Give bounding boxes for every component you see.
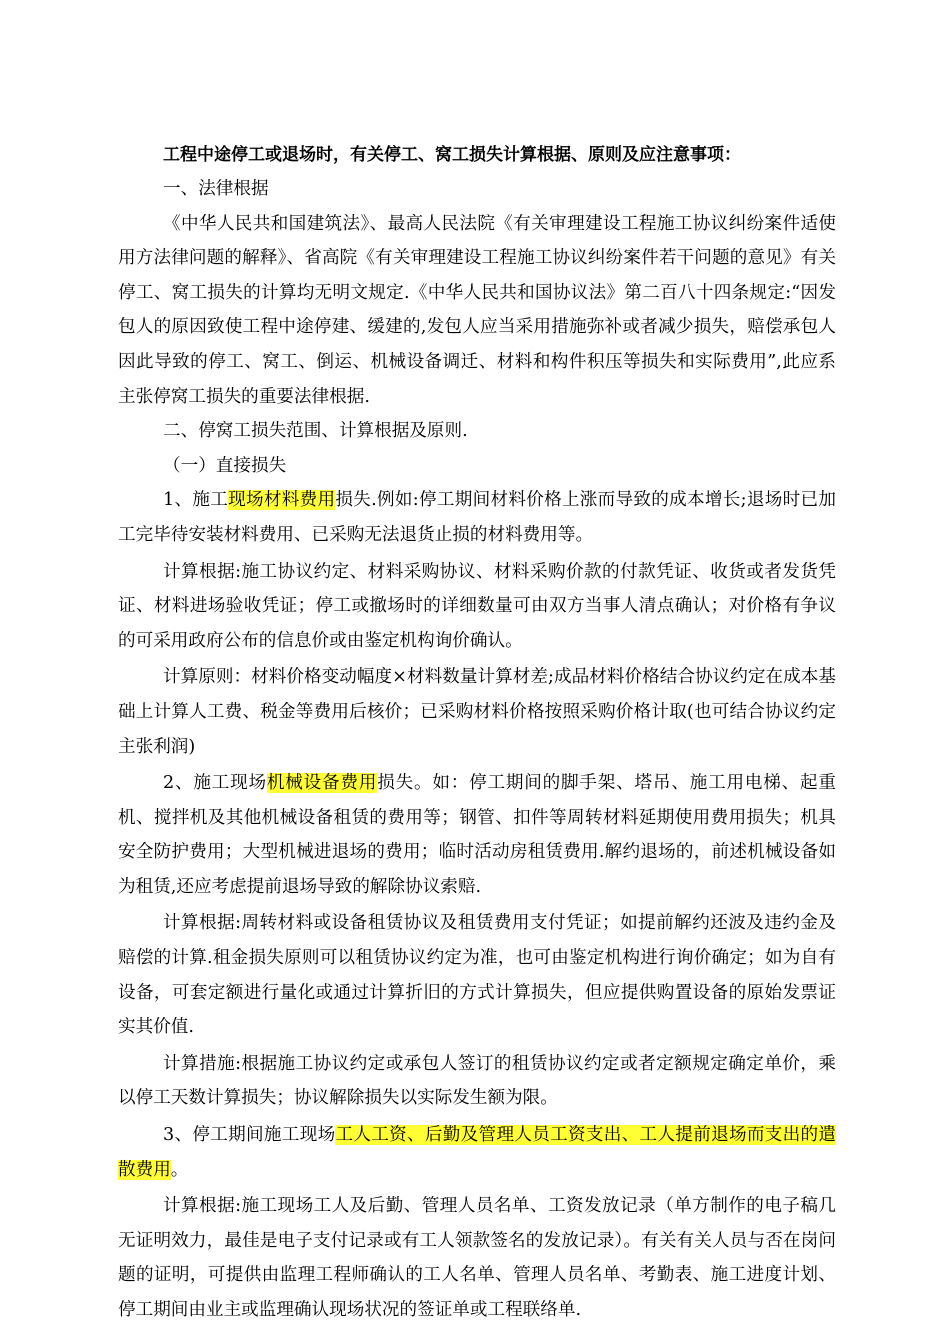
machinery-calc-basis: 计算根据:周转材料或设备租赁协议及租赁费用支付凭证；如提前解约还波及违约金及赔偿的计算.租金损失原则可以租赁协议约定为准，也可由鉴定机构进行询价确定；如为自有设备，可套定额进行量化或通过计算折旧的方式计算损失，但应提供购置设备的原始发票证实其价值. [118, 913, 836, 1038]
machinery-calc-measure: 计算措施:根据施工协议约定或承包人签订的租赁协议约定或者定额规定确定单价，乘以停工天数计算损失；协议解除损失以实际发生额为限。 [118, 1053, 836, 1109]
item-material-cost [118, 483, 836, 552]
material-calc-basis: 计算根据:施工协议约定、材料采购协议、材料采购价款的付款凭证、收货或者发货凭证、材料进场验收凭证；停工或撤场时的详细数量可由双方当事人清点确认；对价格有争议的可采用政府公布的信息价或由鉴定机构询价确认。 [118, 561, 836, 651]
material-calc-principle: 计算原则：材料价格变动幅度×材料数量计算材差;成品材料价格结合协议约定在成本基础上计算人工费、税金等费用后核价；已采购材料价格按照采购价格计取(也可结合协议约定主张利润) [118, 667, 836, 757]
item-material-cost-prefix: 1、施工 [163, 490, 229, 511]
highlight-labor-cost: 工人工资、后勤及管理人员工资支出、工人提前退场而支出的遣散费用 [118, 1125, 836, 1180]
item-machinery-cost [118, 766, 836, 904]
highlight-material-cost: 现场材料费用 [228, 490, 336, 511]
item-labor-cost-suffix: 。 [170, 1159, 189, 1180]
section-heading-loss-scope: 二、停窝工损失范围、计算根据及原则. [163, 421, 468, 442]
document-title: 工程中途停工或退场时，有关停工、窝工损失计算根据、原则及应注意事项： [163, 145, 741, 165]
highlight-machinery-cost: 机械设备费用 [266, 773, 378, 794]
item-machinery-cost-prefix: 2、施工现场 [163, 773, 267, 794]
section-heading-legal-basis: 一、法律根据 [163, 179, 269, 199]
document-page [118, 138, 836, 1328]
item-labor-cost [118, 1118, 836, 1187]
subsection-heading-direct-loss: （一）直接损失 [163, 455, 287, 476]
legal-basis-paragraph: 《中华人民共和国建筑法》、最高人民法院《有关审理建设工程施工协议纠纷案件适使用方法律问题的解释》、省高院《有关审理建设工程施工协议纠纷案件若干问题的意见》有关停工、窝工损失的计算均无明文规定.《中华人民共和国协议法》第二百八十四条规定:“因发包人的原因致使工程中途停建、缓建的,发包人应当采用措施弥补或者减少损失，赔偿承包人因此导致的停工、窝工、倒运、机械设备调迁、材料和构件积压等损失和实际费用”,此应系主张停窝工损失的重要法律根据. [118, 213, 836, 407]
item-labor-cost-prefix: 3、停工期间施工现场 [163, 1125, 336, 1146]
item-machinery-cost-suffix: 损失。如：停工期间的脚手架、塔吊、施工用电梯、起重机、搅拌机及其他机械设备租赁的费用等；钢管、扣件等周转材料延期使用费用损失；机具安全防护费用；大型机械进退场的费用；临时活动房租赁费用.解约退场的，前述机械设备如为租赁,还应考虑提前退场导致的解除协议索赔. [118, 773, 836, 897]
item-material-cost-suffix: 损失.例如:停工期间材料价格上涨而导致的成本增长;退场时已加工完毕待安装材料费用、已采购无法退货止损的材料费用等。 [118, 490, 836, 545]
labor-calc-basis: 计算根据:施工现场工人及后勤、管理人员名单、工资发放记录（单方制作的电子稿几无证明效力，最佳是电子支付记录或有工人领款签名的发放记录）。有关有关人员与否在岗问题的证明，可提供由监理工程师确认的工人名单、管理人员名单、考勤表、施工进度计划、停工期间由业主或监理确认现场状况的签证单或工程联络单. [118, 1196, 836, 1320]
